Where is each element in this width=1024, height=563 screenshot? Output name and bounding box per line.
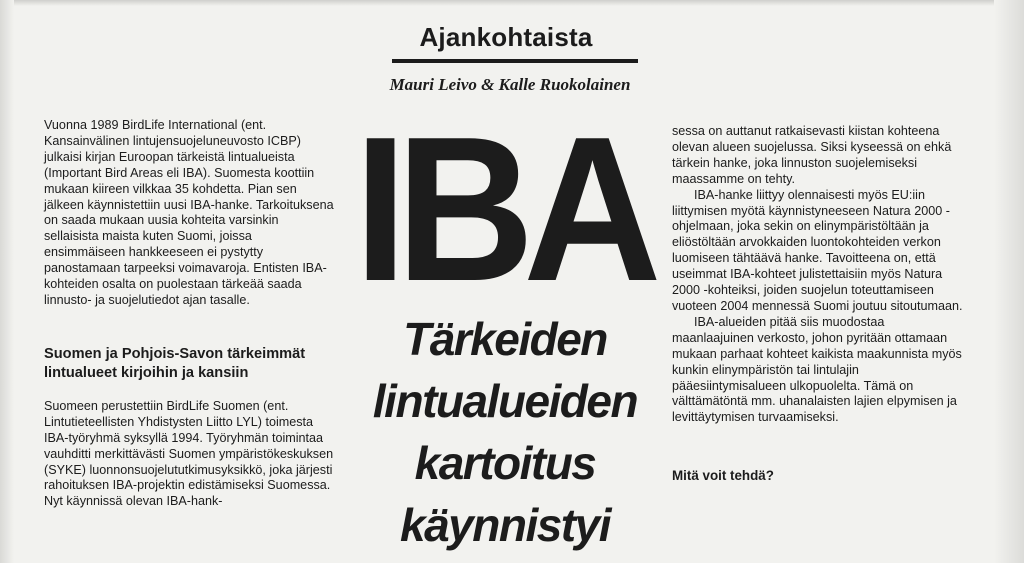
page-left-edge — [0, 0, 14, 563]
headline-line-1: Tärkeiden — [403, 313, 607, 365]
page-top-shadow — [0, 0, 1024, 6]
page-right-edge — [994, 0, 1024, 563]
headline-line-2: lintualueiden — [372, 375, 638, 427]
right-subheading: Mitä voit tehdä? — [672, 468, 774, 484]
iba-logo-text: IBA — [354, 94, 651, 324]
left-paragraph-2: Suomeen perustettiin BirdLife Suomen (ent. Lintutieteellisten Yhdistysten Liitto LYL) toimesta IBA-työryhmä syksyllä 1994. Työryhmän toimintaa vauhditti merkittävästi Suomen ympäristökeskuksen (SYKE) luonnonsuojelututkimusyksikkö, joka järjesti rahoituksen IBA-projektin edistämiseksi Suomessa. Nyt käynnissä olevan IBA-hank- — [44, 398, 334, 509]
right-paragraph-3: IBA-alueiden pitää siis muodostaa maanlaajuinen verkosto, johon pyritään ottamaan mukaan parhaat kohteet kaikista maakunnista myös kunkin elinympäristön tai lintulajin pääesiintymisalueen ulkopuolelta. Tämä on välttämätöntä mm. uhanalaisten lajien elpymisen ja levittäytymisen turvaamiseksi. — [672, 314, 962, 425]
left-subheading: Suomen ja Pohjois-Savon tärkeimmät lintualueet kirjoihin ja kansiin — [44, 345, 306, 381]
headline-line-4: käynnistyi — [400, 499, 610, 551]
left-column — [44, 118, 336, 510]
headline-line-3: kartoitus — [414, 437, 596, 489]
left-paragraph-1: Vuonna 1989 BirdLife International (ent. Kansainvälinen lintujensuojeluneuvosto ICBP) julkaisi kirjan Euroopan tärkeistä lintualueista (Important Bird Areas eli IBA). Suomesta koottiin mukaan kiireen vilkkaa 35 kohdetta. Pian sen jälkeen käynnistettiin uusi IBA-hanke. Tarkoituksena on saada mukaan uusia kohteita varsinkin sellaisista maista kuten Suomi, joissa ensimmäiseen hankkeeseen ei pystytty panostamaan tarpeeksi voimavaroja. Entisten IBA-kohteiden osalta on puolestaan tärkeää saada linnusto- ja suojelutiedot ajan tasalle. — [44, 118, 334, 307]
headline — [340, 308, 670, 556]
byline: Mauri Leivo & Kalle Ruokolainen — [389, 75, 631, 94]
right-column — [672, 124, 964, 484]
right-paragraph-2: IBA-hanke liittyy olennaisesti myös EU:iin liittymisen myötä käynnistyneeseen Natura 2000 -ohjelmaan, joka sekin on elinympäristöltään ja eliöstöltään arvokkaiden luontokohteiden verkon luomiseen tähtäävä hanke. Tavoitteena on, että useimmat IBA-kohteet julistettaisiin myös Natura 2000 -kohteiksi, joiden suojelun toteuttamiseen vuoteen 2004 mennessä Suomi joutuu sitoutumaan. — [672, 187, 963, 313]
title-underline — [392, 59, 638, 63]
right-paragraph-1: sessa on auttanut ratkaisevasti kiistan kohteena olevan alueen suojelussa. Siksi kyseessä on ehkä tärkein hanke, joka linnuston suojelemiseksi maassamme on tehty. — [672, 124, 952, 186]
section-title: Ajankohtaista — [419, 22, 593, 52]
